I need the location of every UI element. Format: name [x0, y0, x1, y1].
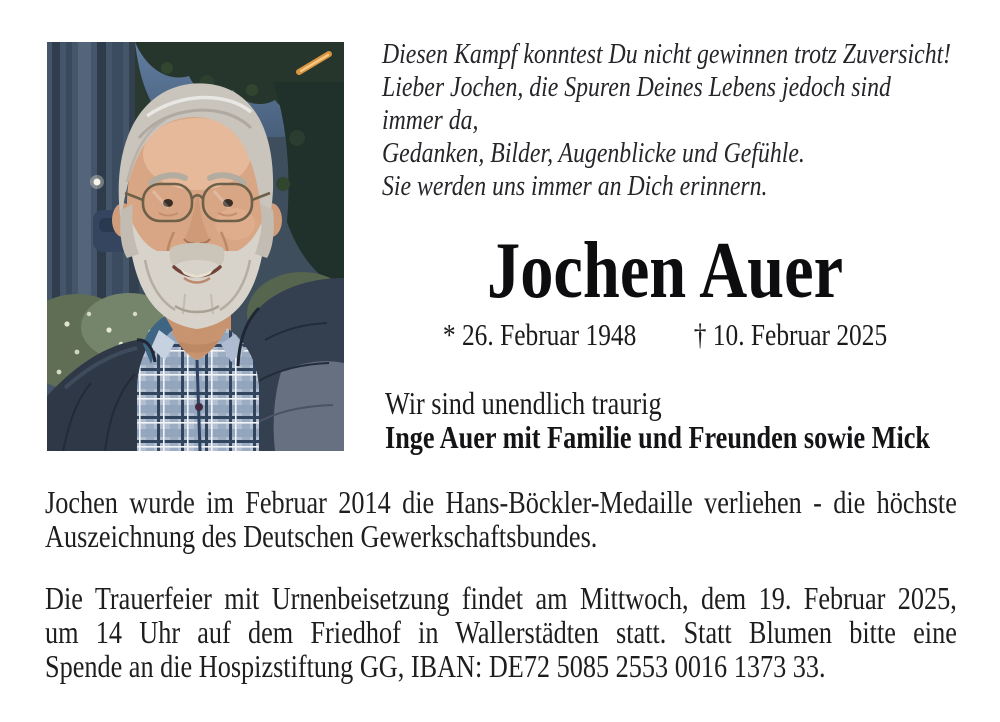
paragraph-line: Auszeichnung des Deutschen Gewerkschaftsbundes. — [45, 518, 598, 554]
paragraph-line: um 14 Uhr auf dem Friedhof in Wallerstädten statt. Statt Blumen bitte eine — [45, 614, 957, 650]
mourners-block — [385, 386, 959, 454]
paragraph-line: Spende an die Hospizstiftung GG, IBAN: DE72 5085 2553 0016 1373 33. — [45, 648, 826, 684]
verse-line: Diesen Kampf konntest Du nicht gewinnen trotz Zuversicht! — [382, 38, 952, 70]
verse-line: immer da, — [382, 104, 479, 136]
verse-line: Sie werden uns immer an Dich erinnern. — [382, 170, 768, 202]
mourning-statement: Wir sind unendlich traurig — [385, 385, 662, 421]
medal-paragraph — [45, 485, 957, 553]
deceased-name: Jochen Auer — [486, 225, 844, 315]
mourners-names: Inge Auer mit Familie und Freunden sowie Mick — [385, 419, 930, 455]
birth-date: * 26. Februar 1948 — [442, 317, 637, 352]
funeral-paragraph — [45, 581, 957, 683]
portrait-image — [47, 42, 344, 451]
paragraph-line: Die Trauerfeier mit Urnenbeisetzung findet am Mittwoch, dem 19. Februar 2025, — [45, 580, 957, 616]
death-date: † 10. Februar 2025 — [693, 317, 888, 352]
memorial-verse — [382, 38, 956, 203]
verse-line: Lieber Jochen, die Spuren Deines Lebens jedoch sind — [382, 71, 891, 103]
portrait-photo — [47, 42, 344, 451]
life-dates — [385, 318, 945, 352]
verse-line: Gedanken, Bilder, Augenblicke und Gefühle. — [382, 137, 805, 169]
paragraph-line: Jochen wurde im Februar 2014 die Hans-Böckler-Medaille verliehen - die höchste — [45, 484, 957, 520]
